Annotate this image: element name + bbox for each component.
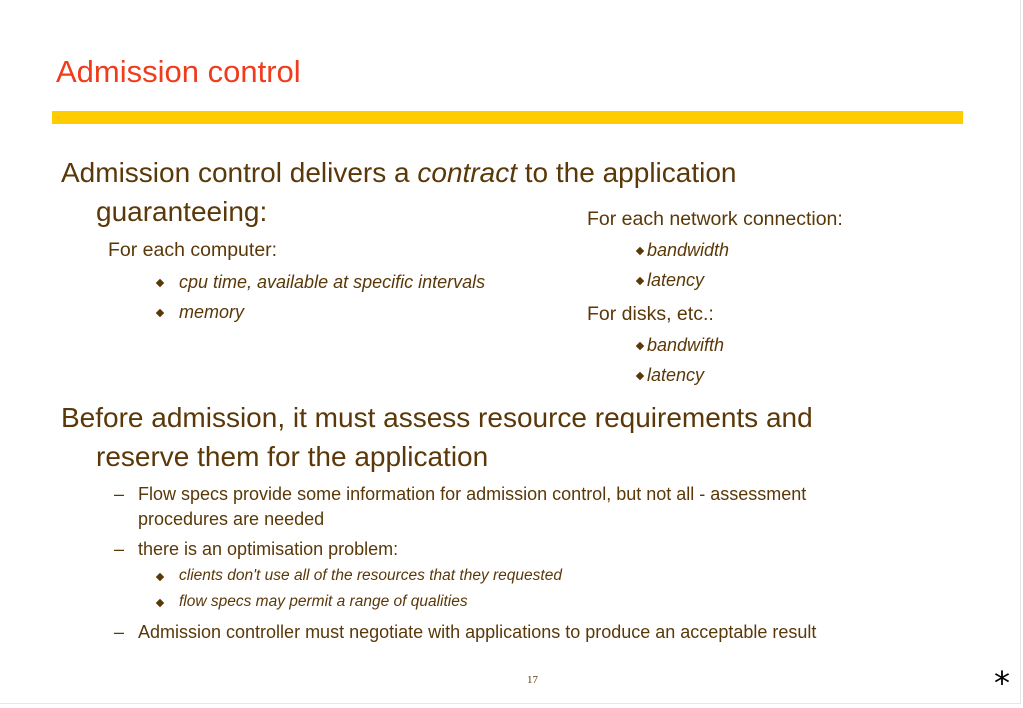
dash-bullet: – [114,484,125,504]
title-underline-bar [52,111,963,124]
dash-bullet: – [114,539,125,559]
point1-post: to the application [516,157,737,188]
page-number: 17 [527,674,538,686]
sub2-item-clients: clients don't use all of the resources that they requested [179,567,562,584]
point1-line2: guaranteeing: [96,196,268,227]
asterisk-icon: * [994,664,1010,702]
point1-emphasis: contract [417,157,517,188]
computer-item-cpu: cpu time, available at specific intervals [179,272,486,292]
slide-title: Admission control [56,54,301,89]
disks-item-latency: latency [647,365,705,385]
sub2-item-flowspecs: flow specs may permit a range of qualities [179,593,468,610]
disks-heading: For disks, etc.: [587,303,714,325]
network-heading: For each network connection: [587,208,843,230]
point2-line2: reserve them for the application [96,441,489,472]
disks-item-bandwifth: bandwifth [647,335,725,355]
point1-line1 [61,157,736,189]
dash-bullet: – [114,622,125,642]
computer-heading: For each computer: [108,239,278,261]
sub2-text: there is an optimisation problem: [138,539,399,559]
point1-pre: Admission control delivers a [61,157,418,188]
sub3-text: Admission controller must negotiate with applications to produce an acceptable result [138,622,817,642]
network-item-latency: latency [647,270,705,290]
point2-line1: Before admission, it must assess resource requirements and [61,402,813,433]
computer-item-memory: memory [179,302,245,322]
sub1-line2: procedures are needed [138,509,325,529]
network-item-bandwidth: bandwidth [647,240,730,260]
sub1-line1: Flow specs provide some information for admission control, but not all - assessment [138,484,807,504]
